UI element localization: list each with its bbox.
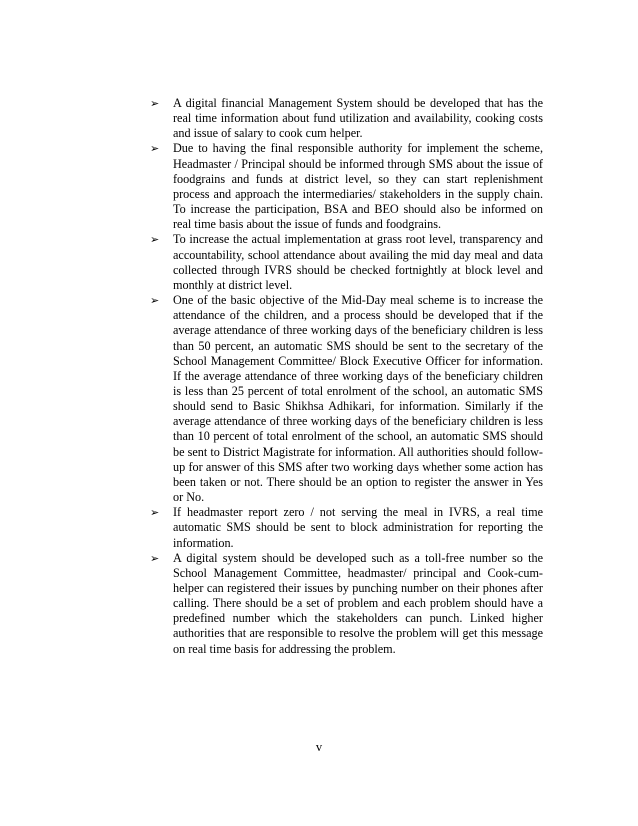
- list-item: [150, 551, 543, 657]
- list-item: [150, 232, 543, 293]
- list-item-text: One of the basic objective of the Mid-Day meal scheme is to increase the attendance of the children, and a process should be developed that if the average attendance of three working days of the beneficiary children is less than 50 percent, an automatic SMS should be sent to the secretary of the School Management Committee/ Block Executive Officer for information. If the average attendance of three working days of the beneficiary children is less than 25 percent of total enrolment of the school, an automatic SMS should send to Basic Shikhsa Adhikari, for information. Similarly if the average attendance of three working days of the beneficiary children is less than 10 percent of total enrolment of the school, an automatic SMS should be sent to District Magistrate for information. All authorities should follow-up for answer of this SMS after two working days whether some action has been taken or not. There should be an option to register the answer in Yes or No.: [173, 293, 543, 505]
- arrow-bullet-icon: ➢: [150, 551, 160, 565]
- list-item-text: To increase the actual implementation at grass root level, transparency and accountability, school attendance about availing the mid day meal and data collected through IVRS should be checked fortnightly at block level and monthly at district level.: [173, 232, 543, 292]
- list-item-text: A digital system should be developed such as a toll-free number so the School Management Committee, headmaster/ principal and Cook-cum-helper can registered their issues by punching number on their phones after calling. There should be a set of problem and each problem should have a predefined number which the stakeholders can punch. Linked higher authorities that are responsible to resolve the problem will get this message on real time basis for addressing the problem.: [173, 550, 543, 656]
- recommendation-list: [150, 96, 543, 657]
- list-item: [150, 96, 543, 141]
- list-item: [150, 505, 543, 550]
- list-item-text: Due to having the final responsible authority for implement the scheme, Headmaster / Principal should be informed through SMS about the issue of foodgrains and funds at district level, so they can start replenishment process and approach the intermediaries/ stakeholders in the supply chain. To increase the participation, BSA and BEO should also be informed on real time basis about the issue of funds and foodgrains.: [173, 141, 543, 232]
- arrow-bullet-icon: ➢: [150, 294, 160, 308]
- arrow-bullet-icon: ➢: [150, 233, 160, 247]
- list-item-text: A digital financial Management System should be developed that has the real time information about fund utilization and availability, cooking costs and issue of salary to cook cum helper.: [173, 96, 543, 141]
- arrow-bullet-icon: ➢: [150, 506, 160, 520]
- page-number: v: [315, 740, 323, 754]
- arrow-bullet-icon: ➢: [150, 97, 160, 110]
- list-item: [150, 141, 543, 232]
- list-item: [150, 293, 543, 505]
- list-item-text: If headmaster report zero / not serving the meal in IVRS, a real time automatic SMS should be sent to block administration for reporting the information.: [173, 505, 543, 550]
- arrow-bullet-icon: ➢: [150, 142, 160, 156]
